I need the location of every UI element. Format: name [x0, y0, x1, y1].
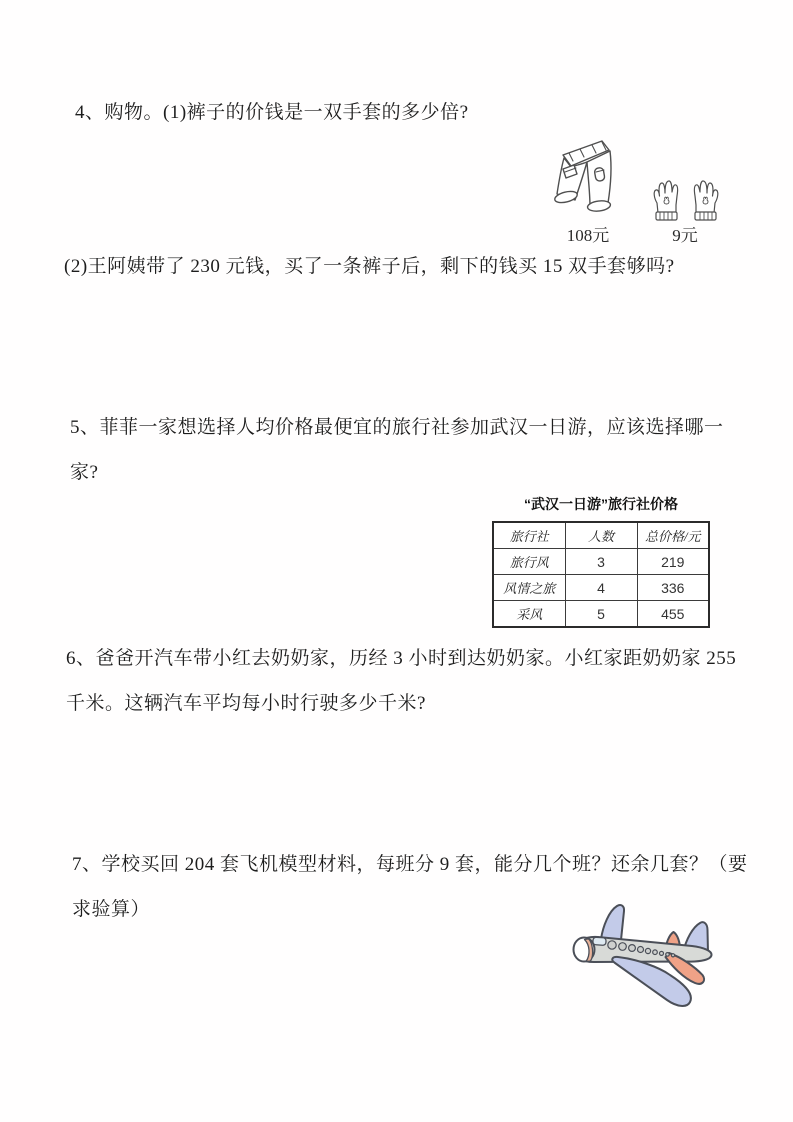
header-people: 人数 [565, 522, 637, 549]
cell-people: 5 [565, 601, 637, 628]
question-4-part2-text: (2)王阿姨带了 230 元钱，买了一条裤子后，剩下的钱买 15 双手套够吗? [64, 256, 675, 277]
pants-figure [552, 136, 624, 224]
price-table-title: “武汉一日游”旅行社价格 [524, 496, 678, 512]
header-agency: 旅行社 [493, 522, 565, 549]
gloves-figure [648, 176, 724, 224]
cell-agency: 采风 [493, 601, 565, 628]
airplane-figure [566, 895, 726, 1018]
cell-price: 455 [637, 601, 709, 628]
cell-price: 336 [637, 575, 709, 601]
gloves-illustration [648, 176, 724, 224]
airplane-illustration [566, 895, 726, 1013]
table-row [493, 575, 709, 601]
pants-illustration [552, 136, 624, 224]
cell-people: 3 [565, 549, 637, 575]
question-6-text [66, 636, 736, 726]
cell-agency: 风情之旅 [493, 575, 565, 601]
question-5-line-2: 家? [70, 462, 99, 483]
price-table [492, 521, 710, 628]
question-6-line-2: 千米。这辆汽车平均每小时行驶多少千米? [66, 693, 426, 714]
cell-price: 219 [637, 549, 709, 575]
cell-agency: 旅行风 [493, 549, 565, 575]
pants-price-label: 108元 [566, 226, 610, 245]
question-5-line-1: 5、菲菲一家想选择人均价格最便宜的旅行社参加武汉一日游，应该选择哪一 [70, 417, 724, 438]
price-table-header-row [493, 522, 709, 549]
header-total-price: 总价格/元 [637, 522, 709, 549]
question-7-line-2: 求验算） [72, 899, 151, 920]
question-5-text [70, 405, 724, 495]
table-row [493, 549, 709, 575]
gloves-price-label: 9元 [672, 226, 698, 245]
cell-people: 4 [565, 575, 637, 601]
table-row [493, 601, 709, 628]
question-4-text: 4、购物。(1)裤子的价钱是一双手套的多少倍? [75, 102, 469, 123]
question-6-line-1: 6、爸爸开汽车带小红去奶奶家，历经 3 小时到达奶奶家。小红家距奶奶家 255 [66, 648, 737, 669]
question-7-line-1: 7、学校买回 204 套飞机模型材料，每班分 9 套，能分几个班？还余几套？（要 [72, 854, 748, 875]
